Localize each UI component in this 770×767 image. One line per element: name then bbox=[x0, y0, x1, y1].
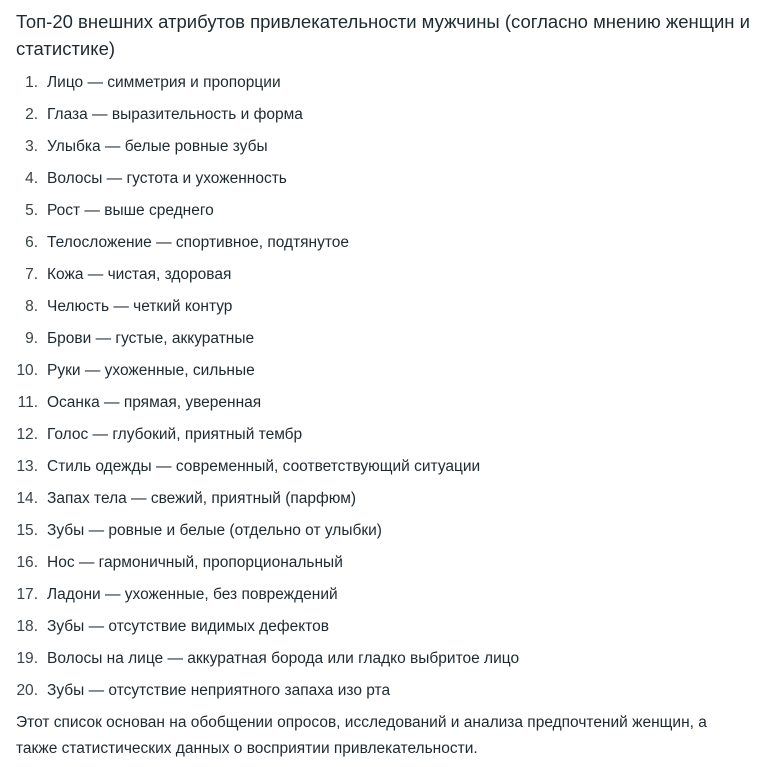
list-item bbox=[16, 643, 756, 675]
item-number: 8. bbox=[25, 298, 38, 315]
list-item bbox=[16, 163, 756, 195]
item-text: Голос — глубокий, приятный тембр bbox=[47, 426, 303, 443]
item-text: Руки — ухоженные, сильные bbox=[47, 362, 255, 379]
list-item bbox=[16, 387, 756, 419]
item-number: 13. bbox=[16, 458, 38, 475]
list-item bbox=[16, 99, 756, 131]
footer-note: Этот список основан на обобщении опросов, исследований и анализа предпочтений женщин, а также статистических данных о восприятии привлекательности. bbox=[16, 714, 707, 757]
list-item bbox=[16, 483, 756, 515]
item-number: 4. bbox=[25, 170, 38, 187]
item-number: 15. bbox=[16, 522, 38, 539]
item-number: 14. bbox=[16, 490, 38, 507]
list-item bbox=[16, 355, 756, 387]
item-number: 2. bbox=[25, 106, 38, 123]
list-item bbox=[16, 451, 756, 483]
list-item bbox=[16, 419, 756, 451]
item-text: Запах тела — свежий, приятный (парфюм) bbox=[47, 490, 357, 507]
item-number: 10. bbox=[16, 362, 38, 379]
list-item bbox=[16, 611, 756, 643]
item-number: 1. bbox=[25, 74, 38, 91]
item-text: Осанка — прямая, уверенная bbox=[47, 394, 262, 411]
item-number: 3. bbox=[25, 138, 38, 155]
item-number: 6. bbox=[25, 234, 38, 251]
item-text: Зубы — отсутствие неприятного запаха изо рта bbox=[47, 682, 391, 699]
item-number: 5. bbox=[25, 202, 38, 219]
list-item bbox=[16, 227, 756, 259]
item-number: 12. bbox=[16, 426, 38, 443]
item-text: Челюсть — четкий контур bbox=[47, 298, 233, 315]
item-number: 9. bbox=[25, 330, 38, 347]
list-item bbox=[16, 131, 756, 163]
list-item bbox=[16, 579, 756, 611]
attributes-list bbox=[16, 67, 756, 707]
item-number: 19. bbox=[16, 650, 38, 667]
list-heading: Топ-20 внешних атрибутов привлекательности мужчины (согласно мнению женщин и статистике) bbox=[16, 11, 751, 59]
item-text: Глаза — выразительность и форма bbox=[47, 106, 303, 123]
list-item bbox=[16, 675, 756, 707]
item-text: Стиль одежды — современный, соответствующий ситуации bbox=[47, 458, 481, 475]
item-number: 11. bbox=[17, 394, 38, 411]
item-text: Рост — выше среднего bbox=[47, 202, 214, 219]
list-item bbox=[16, 547, 756, 579]
item-text: Брови — густые, аккуратные bbox=[47, 330, 255, 347]
item-number: 17. bbox=[16, 586, 38, 603]
item-text: Кожа — чистая, здоровая bbox=[47, 266, 232, 283]
item-text: Нос — гармоничный, пропорциональный bbox=[47, 554, 343, 571]
list-item bbox=[16, 323, 756, 355]
item-number: 16. bbox=[16, 554, 38, 571]
item-number: 18. bbox=[16, 618, 38, 635]
item-number: 20. bbox=[16, 682, 38, 699]
item-text: Зубы — отсутствие видимых дефектов bbox=[47, 618, 329, 635]
item-text: Улыбка — белые ровные зубы bbox=[47, 138, 268, 155]
item-text: Телосложение — спортивное, подтянутое bbox=[47, 234, 350, 251]
item-text: Лицо — симметрия и пропорции bbox=[47, 74, 281, 91]
item-text: Волосы — густота и ухоженность bbox=[47, 170, 287, 187]
list-item bbox=[16, 515, 756, 547]
list-item bbox=[16, 67, 756, 99]
list-item bbox=[16, 259, 756, 291]
item-text: Зубы — ровные и белые (отдельно от улыбки) bbox=[47, 522, 382, 539]
item-text: Ладони — ухоженные, без повреждений bbox=[47, 586, 338, 603]
item-text: Волосы на лице — аккуратная борода или гладко выбритое лицо bbox=[47, 650, 520, 667]
item-number: 7. bbox=[25, 266, 38, 283]
list-item bbox=[16, 291, 756, 323]
list-item bbox=[16, 195, 756, 227]
